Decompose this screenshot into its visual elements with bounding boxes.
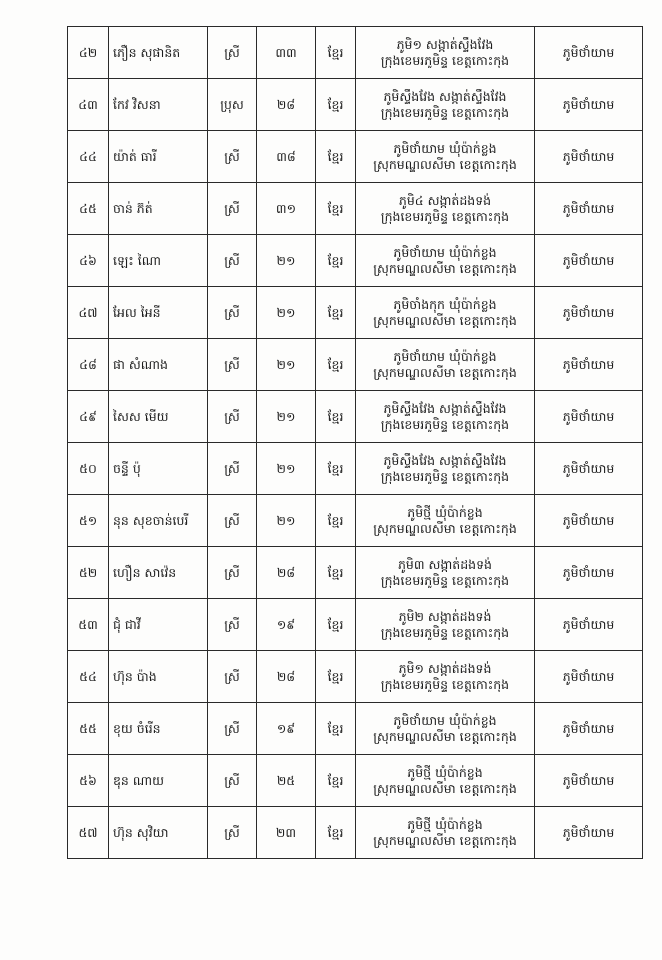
nationality-cell: ខ្មែរ (316, 547, 356, 599)
sex-cell: ស្រី (208, 807, 257, 859)
sex-cell: ស្រី (208, 443, 257, 495)
row-number-cell: ៤៧ (68, 287, 109, 339)
sex-cell: ស្រី (208, 703, 257, 755)
address-line-district: ក្រុងខេមរភូមិន្ទ ខេត្តកោះកុង (380, 624, 510, 640)
name-cell: ចាន់ ភ៊ត់ (109, 183, 208, 235)
row-number-cell: ៤៨ (68, 339, 109, 391)
age-cell: ២៨ (257, 651, 316, 703)
sex-cell: ស្រី (208, 235, 257, 287)
row-number-cell: ៥៥ (68, 703, 109, 755)
age-cell: ៣៣ (257, 27, 316, 79)
address-cell (356, 755, 535, 807)
address-cell (356, 79, 535, 131)
sex-cell: ប្រុស (208, 79, 257, 131)
row-number-cell: ៥៤ (68, 651, 109, 703)
nationality-cell: ខ្មែរ (316, 235, 356, 287)
age-cell: ២១ (257, 287, 316, 339)
address-line-village: ភូមិ១ សង្កាត់ស្ទឹងវែង (396, 36, 494, 52)
row-number-cell: ៤៤ (68, 131, 109, 183)
name-cell: អែល អៃនី (109, 287, 208, 339)
age-cell: ២១ (257, 339, 316, 391)
nationality-cell: ខ្មែរ (316, 391, 356, 443)
nationality-cell: ខ្មែរ (316, 599, 356, 651)
name-cell: ហ៊ុន សុវិយា (109, 807, 208, 859)
age-cell: ២១ (257, 391, 316, 443)
address-cell (356, 235, 535, 287)
table-row (68, 339, 643, 391)
table-row (68, 391, 643, 443)
address-cell (356, 599, 535, 651)
address-line-village: ភូមិថាំយាម ឃុំប៉ាក់ខ្លង (393, 348, 497, 364)
address-line-village: ភូមិស្ទឹងវែង សង្កាត់ស្ទឹងវែង (383, 88, 507, 104)
occupation-cell: ភូមិថាំយាម (535, 495, 643, 547)
occupation-cell: ភូមិថាំយាម (535, 807, 643, 859)
nationality-cell: ខ្មែរ (316, 703, 356, 755)
table-row (68, 651, 643, 703)
age-cell: ៣១ (257, 183, 316, 235)
address-line-district: ស្រុកមណ្ឌលសីមា ខេត្តកោះកុង (373, 364, 517, 380)
address-line-village: ភូមិ៣ សង្កាត់ដងទង់ (397, 556, 492, 572)
name-cell: ផា សំណាង (109, 339, 208, 391)
name-cell: យ៉ាត់ ធារី (109, 131, 208, 183)
address-cell (356, 287, 535, 339)
name-cell: ចន្ទី ប៉ុ (109, 443, 208, 495)
name-cell: ខុយ ចំរើន (109, 703, 208, 755)
nationality-cell: ខ្មែរ (316, 183, 356, 235)
occupation-cell: ភូមិថាំយាម (535, 27, 643, 79)
address-line-district: ក្រុងខេមរភូមិន្ទ ខេត្តកោះកុង (380, 52, 510, 68)
table-row (68, 703, 643, 755)
address-line-village: ភូមិស្ទឹងវែង សង្កាត់ស្ទឹងវែង (383, 452, 507, 468)
sex-cell: ស្រី (208, 131, 257, 183)
name-cell: ជុំ ជាវី (109, 599, 208, 651)
address-line-village: ភូមិស្ទឹងវែង សង្កាត់ស្ទឹងវែង (383, 400, 507, 416)
occupation-cell: ភូមិថាំយាម (535, 599, 643, 651)
address-line-district: ស្រុកមណ្ឌលសីមា ខេត្តកោះកុង (373, 780, 517, 796)
occupation-cell: ភូមិថាំយាម (535, 183, 643, 235)
table-row (68, 287, 643, 339)
age-cell: ១៩ (257, 703, 316, 755)
address-line-village: ភូមិថ្មី ឃុំប៉ាក់ខ្លង (407, 504, 483, 520)
address-line-village: ភូមិ២ សង្កាត់ដងទង់ (398, 608, 492, 624)
age-cell: ៣៨ (257, 131, 316, 183)
age-cell: ១៩ (257, 599, 316, 651)
name-cell: ហ៊ុន ប៉ាង (109, 651, 208, 703)
nationality-cell: ខ្មែរ (316, 339, 356, 391)
sex-cell: ស្រី (208, 27, 257, 79)
occupation-cell: ភូមិថាំយាម (535, 703, 643, 755)
table-row (68, 27, 643, 79)
occupation-cell: ភូមិថាំយាម (535, 79, 643, 131)
address-cell (356, 807, 535, 859)
address-line-district: ស្រុកមណ្ឌលសីមា ខេត្តកោះកុង (373, 728, 517, 744)
address-line-village: ភូមិ១ សង្កាត់ដងទង់ (398, 660, 492, 676)
address-line-district: ស្រុកមណ្ឌលសីមា ខេត្តកោះកុង (373, 260, 517, 276)
nationality-cell: ខ្មែរ (316, 443, 356, 495)
age-cell: ២១ (257, 235, 316, 287)
address-line-district: ក្រុងខេមរភូមិន្ទ ខេត្តកោះកុង (380, 416, 510, 432)
occupation-cell: ភូមិថាំយាម (535, 131, 643, 183)
nationality-cell: ខ្មែរ (316, 131, 356, 183)
address-line-village: ភូមិ៤ សង្កាត់ដងទង់ (398, 192, 492, 208)
occupation-cell: ភូមិថាំយាម (535, 287, 643, 339)
row-number-cell: ៥០ (68, 443, 109, 495)
sex-cell: ស្រី (208, 599, 257, 651)
occupation-cell: ភូមិថាំយាម (535, 391, 643, 443)
occupation-cell: ភូមិថាំយាម (535, 651, 643, 703)
table-row (68, 547, 643, 599)
address-cell (356, 547, 535, 599)
name-cell: ឌុន ណាយ (109, 755, 208, 807)
address-line-village: ភូមិថ្មី ឃុំប៉ាក់ខ្លង (407, 816, 483, 832)
sex-cell: ស្រី (208, 495, 257, 547)
sex-cell: ស្រី (208, 339, 257, 391)
address-line-village: ភូមិថាំយាម ឃុំប៉ាក់ខ្លង (393, 140, 497, 156)
address-cell (356, 131, 535, 183)
name-cell: នុន សុខចាន់បេរី (109, 495, 208, 547)
name-cell: សៃស មើយ (109, 391, 208, 443)
address-cell (356, 651, 535, 703)
sex-cell: ស្រី (208, 547, 257, 599)
age-cell: ២៣ (257, 807, 316, 859)
nationality-cell: ខ្មែរ (316, 807, 356, 859)
sex-cell: ស្រី (208, 391, 257, 443)
address-line-district: ក្រុងខេមរភូមិន្ទ ខេត្តកោះកុង (380, 572, 510, 588)
row-number-cell: ៥១ (68, 495, 109, 547)
name-cell: ភឿន សុផានិត (109, 27, 208, 79)
table-row (68, 183, 643, 235)
age-cell: ២១ (257, 443, 316, 495)
table-row (68, 807, 643, 859)
table-row (68, 495, 643, 547)
address-cell (356, 27, 535, 79)
sex-cell: ស្រី (208, 287, 257, 339)
nationality-cell: ខ្មែរ (316, 287, 356, 339)
address-line-district: ក្រុងខេមរភូមិន្ទ ខេត្តកោះកុង (380, 468, 510, 484)
name-cell: ហឿន សាវ៉េន (109, 547, 208, 599)
nationality-cell: ខ្មែរ (316, 755, 356, 807)
occupation-cell: ភូមិថាំយាម (535, 755, 643, 807)
address-cell (356, 495, 535, 547)
table-row (68, 755, 643, 807)
address-line-district: ក្រុងខេមរភូមិន្ទ ខេត្តកោះកុង (380, 676, 510, 692)
row-number-cell: ៥២ (68, 547, 109, 599)
table-row (68, 235, 643, 287)
row-number-cell: ៤៩ (68, 391, 109, 443)
row-number-cell: ៤៦ (68, 235, 109, 287)
roster-body (68, 27, 643, 859)
address-line-district: ក្រុងខេមរភូមិន្ទ ខេត្តកោះកុង (380, 208, 510, 224)
age-cell: ២៥ (257, 755, 316, 807)
name-cell: កែវ វិសនា (109, 79, 208, 131)
table-row (68, 131, 643, 183)
age-cell: ២៨ (257, 547, 316, 599)
occupation-cell: ភូមិថាំយាម (535, 339, 643, 391)
address-cell (356, 339, 535, 391)
sex-cell: ស្រី (208, 183, 257, 235)
address-cell (356, 183, 535, 235)
roster-table (67, 26, 643, 859)
address-line-district: ស្រុកមណ្ឌលសីមា ខេត្តកោះកុង (373, 832, 517, 848)
row-number-cell: ៥៦ (68, 755, 109, 807)
address-line-district: ក្រុងខេមរភូមិន្ទ ខេត្តកោះកុង (380, 104, 510, 120)
nationality-cell: ខ្មែរ (316, 495, 356, 547)
row-number-cell: ៥៧ (68, 807, 109, 859)
address-line-village: ភូមិថាំយាម ឃុំប៉ាក់ខ្លង (393, 712, 497, 728)
nationality-cell: ខ្មែរ (316, 27, 356, 79)
row-number-cell: ៥៣ (68, 599, 109, 651)
sex-cell: ស្រី (208, 651, 257, 703)
address-line-village: ភូមិថ្មី ឃុំប៉ាក់ខ្លង (407, 764, 483, 780)
sex-cell: ស្រី (208, 755, 257, 807)
age-cell: ២១ (257, 495, 316, 547)
nationality-cell: ខ្មែរ (316, 651, 356, 703)
age-cell: ២៨ (257, 79, 316, 131)
address-cell (356, 443, 535, 495)
nationality-cell: ខ្មែរ (316, 79, 356, 131)
table-row (68, 599, 643, 651)
address-line-village: ភូមិថាំយាម ឃុំប៉ាក់ខ្លង (393, 244, 497, 260)
address-cell (356, 391, 535, 443)
occupation-cell: ភូមិថាំយាម (535, 547, 643, 599)
name-cell: ឡេះ ណៃា (109, 235, 208, 287)
address-line-district: ស្រុកមណ្ឌលសីមា ខេត្តកោះកុង (373, 156, 517, 172)
row-number-cell: ៤៣ (68, 79, 109, 131)
occupation-cell: ភូមិថាំយាម (535, 443, 643, 495)
address-line-village: ភូមិចាំងកុក ឃុំប៉ាក់ខ្លង (393, 296, 497, 312)
table-row (68, 443, 643, 495)
address-cell (356, 703, 535, 755)
address-line-district: ស្រុកមណ្ឌលសីមា ខេត្តកោះកុង (373, 520, 517, 536)
row-number-cell: ៤២ (68, 27, 109, 79)
table-row (68, 79, 643, 131)
address-line-district: ស្រុកមណ្ឌលសីមា ខេត្តកោះកុង (373, 312, 517, 328)
occupation-cell: ភូមិថាំយាម (535, 235, 643, 287)
row-number-cell: ៤៥ (68, 183, 109, 235)
